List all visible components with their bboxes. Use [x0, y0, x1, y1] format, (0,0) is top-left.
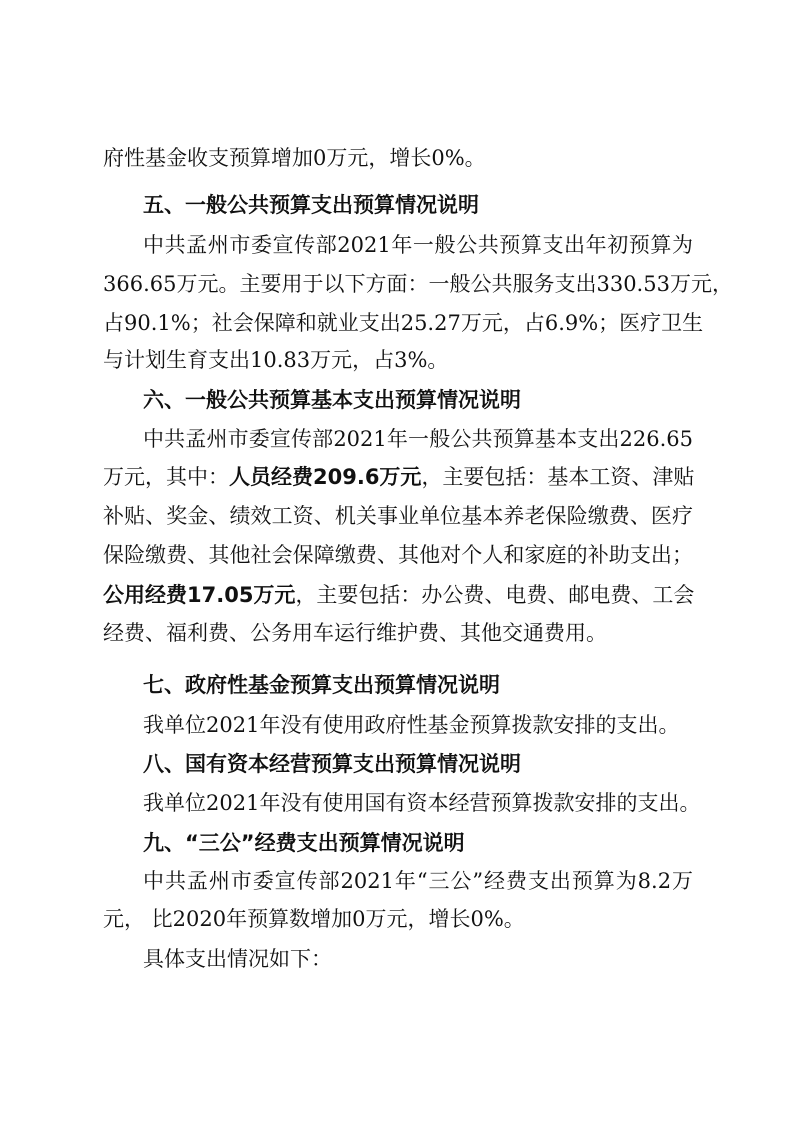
- paragraph-line: 保险缴费、其他社会保障缴费、其他对个人和家庭的补助支出；: [103, 543, 693, 567]
- text-run: ，主要包括：办公费、电费、邮电费、工会: [295, 583, 695, 607]
- paragraph-line: 经费、福利费、公务用车运行维护费、其他交通费用。: [103, 621, 607, 645]
- bold-text-run: 公用经费17.05万元: [103, 583, 296, 607]
- paragraph-line: 我单位2021年没有使用国有资本经营预算拨款安排的支出。: [143, 791, 701, 815]
- paragraph-line: 与计划生育支出10.83万元，占3%。: [103, 348, 449, 372]
- paragraph-line: 元， 比2020年预算数增加0万元，增长0%。: [103, 907, 525, 931]
- section-heading-8: 八、国有资本经营预算支出预算情况说明: [143, 752, 521, 776]
- paragraph-line: [103, 462, 693, 492]
- section-heading-7: 七、政府性基金预算支出预算情况说明: [143, 673, 500, 697]
- paragraph-line: 府性基金收支预算增加0万元，增长0%。: [103, 146, 486, 170]
- text-run: 万元，其中：: [103, 465, 229, 489]
- paragraph-line: 366.65万元。主要用于以下方面：一般公共服务支出330.53万元，: [103, 272, 733, 296]
- paragraph-line: 占90.1%；社会保障和就业支出25.27万元，占6.9%；医疗卫生: [103, 311, 704, 335]
- section-heading-9: 九、“三公”经费支出预算情况说明: [143, 831, 465, 855]
- paragraph-line: 补贴、奖金、绩效工资、机关事业单位基本养老保险缴费、医疗: [103, 504, 693, 528]
- bold-text-run: 人员经费209.6万元: [229, 465, 422, 489]
- section-heading-5: 五、一般公共预算支出预算情况说明: [143, 193, 479, 217]
- paragraph-line: 我单位2021年没有使用政府性基金预算拨款安排的支出。: [143, 713, 680, 737]
- paragraph-line: [103, 580, 693, 610]
- section-heading-6: 六、一般公共预算基本支出预算情况说明: [143, 388, 521, 412]
- text-run: ，主要包括：基本工资、津贴: [421, 465, 695, 489]
- paragraph-line: 具体支出情况如下：: [143, 947, 332, 971]
- paragraph-line: 中共孟州市委宣传部2021年一般公共预算支出年初预算为: [143, 233, 693, 257]
- paragraph-line: 中共孟州市委宣传部2021年“三公”经费支出预算为8.2万: [143, 869, 693, 893]
- paragraph-line: 中共孟州市委宣传部2021年一般公共预算基本支出226.65: [143, 427, 693, 451]
